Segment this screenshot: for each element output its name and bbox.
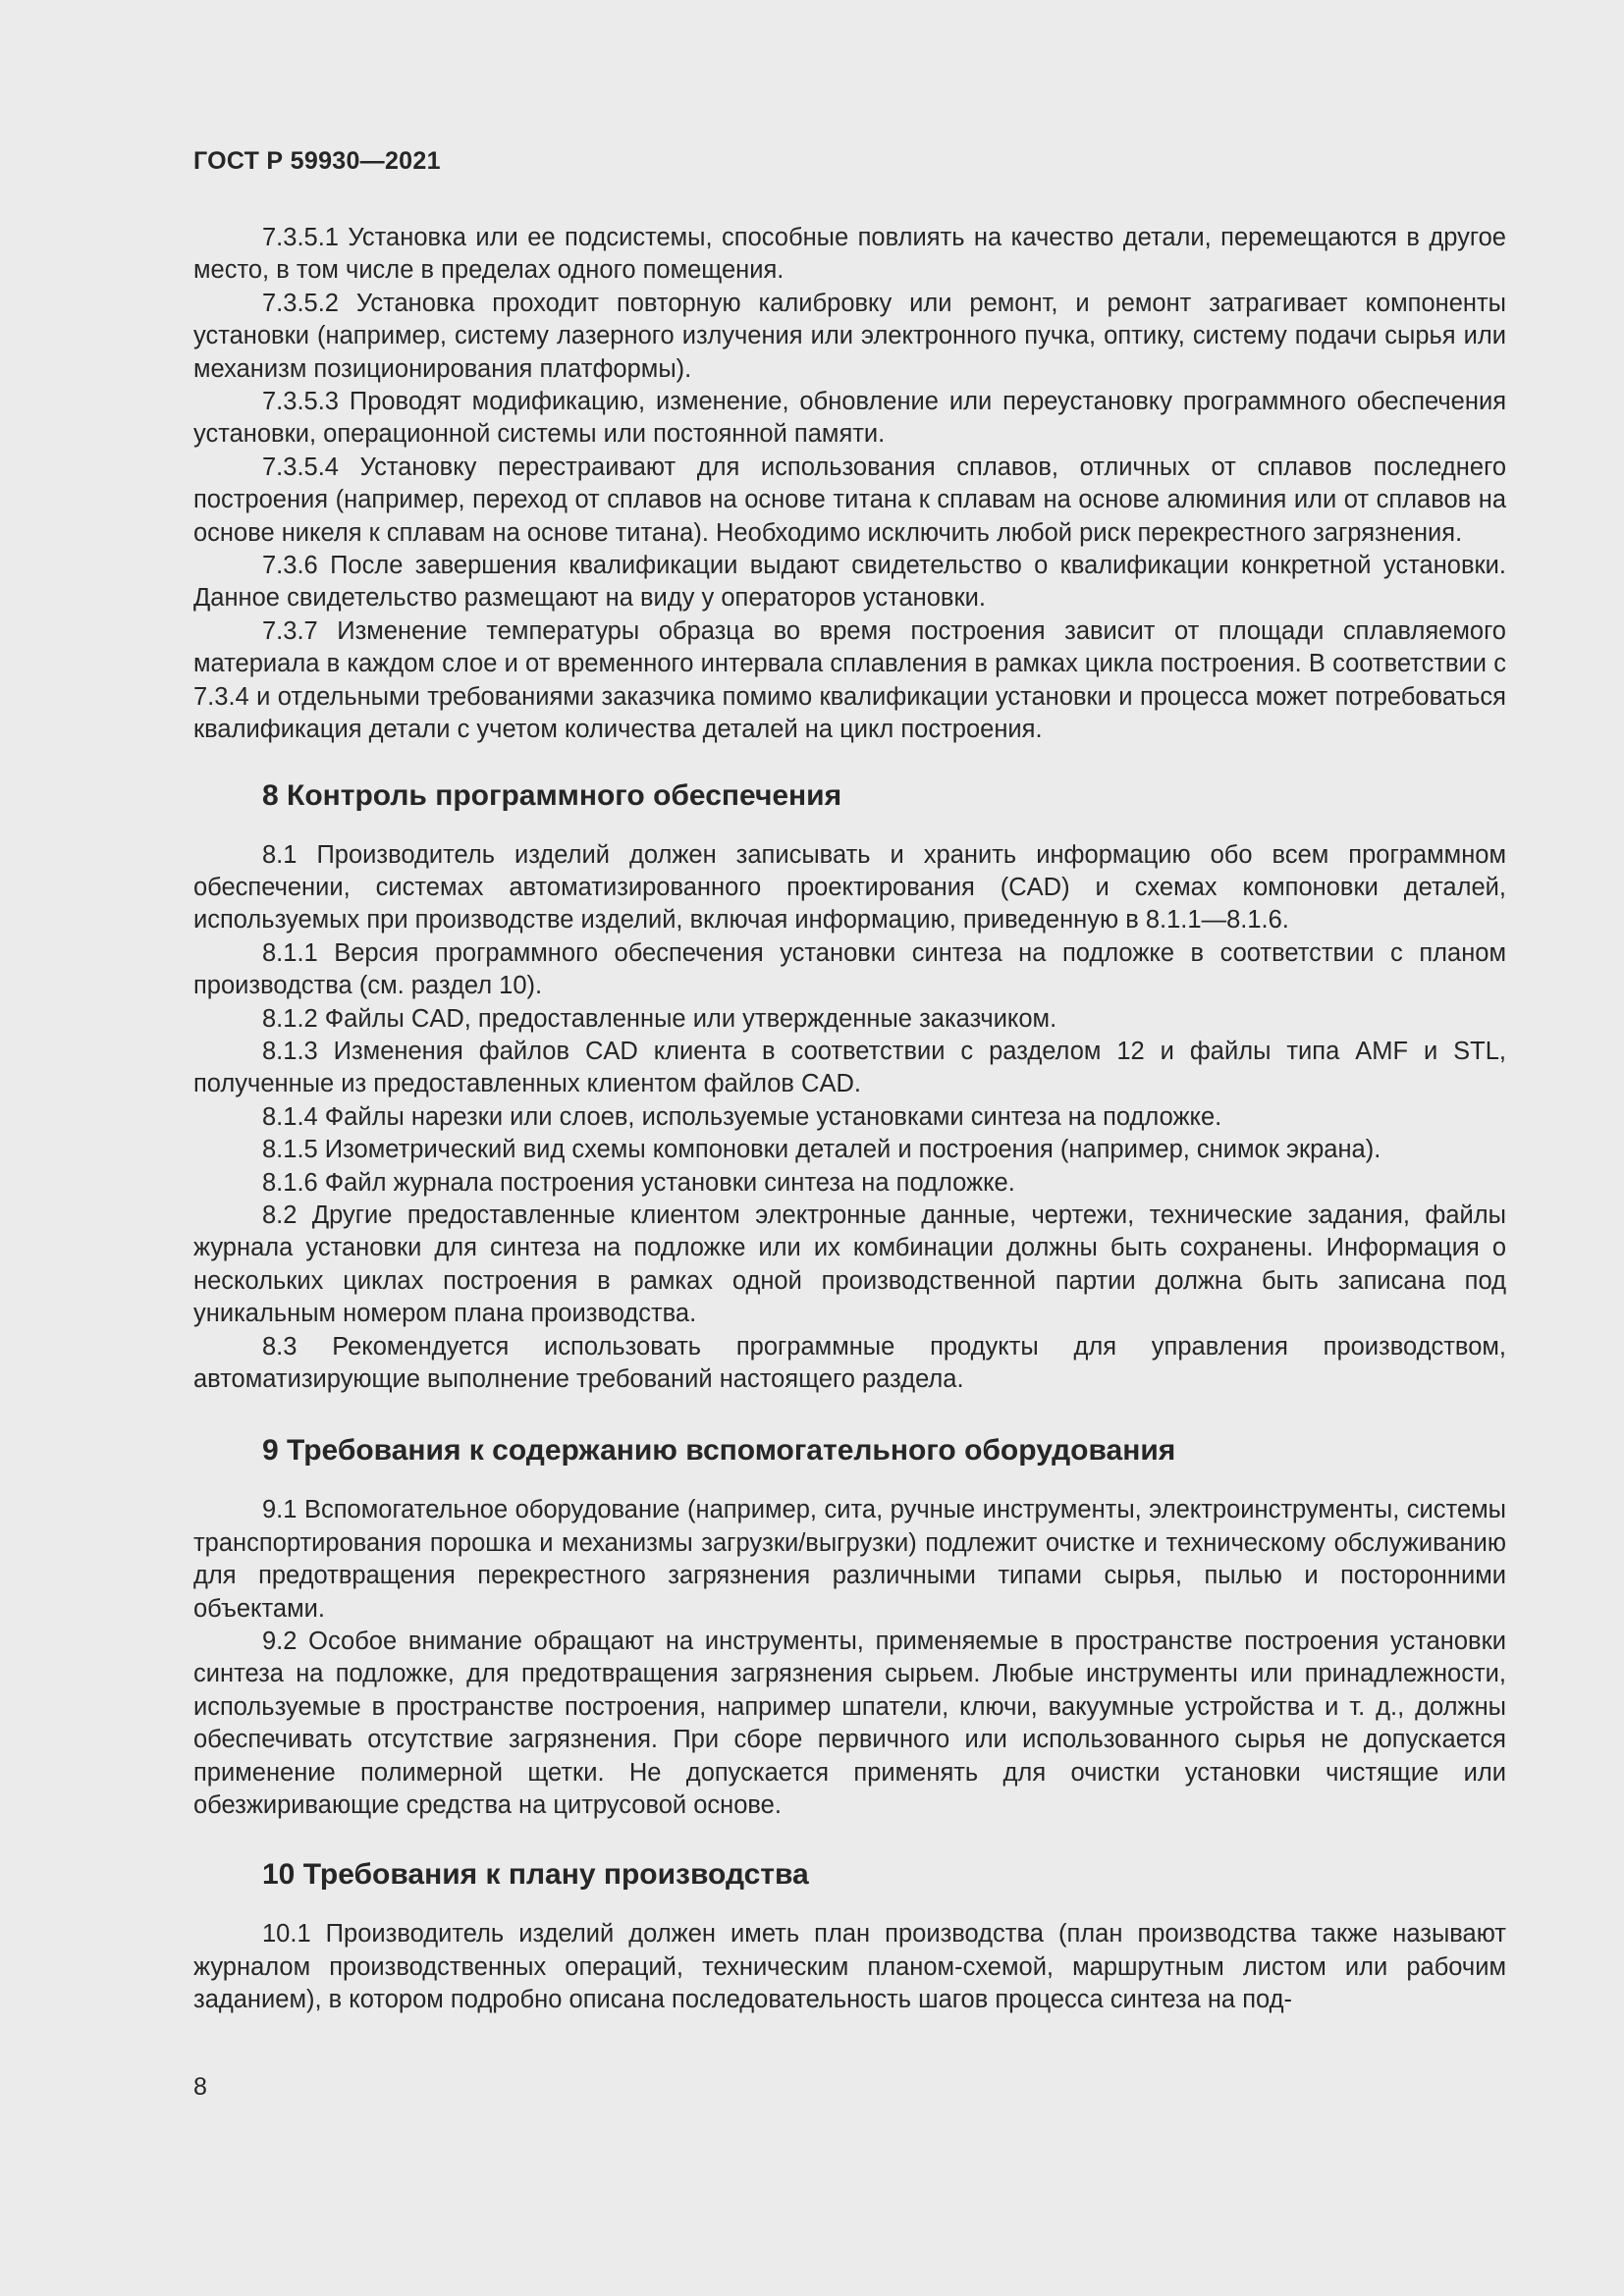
paragraph-7-3-5-3: 7.3.5.3 Проводят модификацию, изменение, обновление или переустановку программного обеспечения установки, операционной системы или постоянной памяти. [193, 388, 1506, 449]
page-number: 8 [193, 2073, 207, 2101]
paragraph-7-3-5-2: 7.3.5.2 Установка проходит повторную калибровку или ремонт, и ремонт затрагивает компоненты установки (например, систему лазерного излучения или электронного пучка, оптику, систему подачи сырья или механизм позиционирования платформы). [193, 289, 1506, 383]
paragraph-9-2: 9.2 Особое внимание обращают на инструменты, применяемые в пространстве построения установки синтеза на подложке, для предотвращения загрязнения сырьем. Любые инструменты или принадлежности, используемые в пространстве построения, например шпатели, ключи, вакуумные устройства и т. д., должны обеспечивать отсутствие загрязнения. При сборе первичного или использованного сырья не допускается применение полимерной щетки. Не допускается применять для очистки установки чистящие или обезжиривающие средства на цитрусовой основе. [193, 1628, 1506, 1820]
paragraph-7-3-5-1: 7.3.5.1 Установка или ее подсистемы, способные повлиять на качество детали, перемещаются в другое место, в том числе в пределах одного помещения. [193, 224, 1506, 285]
paragraph-7-3-5-4: 7.3.5.4 Установку перестраивают для использования сплавов, отличных от сплавов последнего построения (например, переход от сплавов на основе титана к сплавам на основе алюминия или от сплавов на основе никеля к сплавам на основе титана). Необходимо исключить любой риск перекрестного загрязнения. [193, 453, 1506, 547]
paragraph-10-1: 10.1 Производитель изделий должен иметь план производства (план производства также называют журналом производственных операций, техническим планом-схемой, маршрутным листом или рабочим заданием), в котором подробно описана последовательность шагов процесса синтеза на под- [193, 1920, 1506, 2014]
paragraph-8-1-1: 8.1.1 Версия программного обеспечения установки синтеза на подложке в соответствии с планом производства (см. раздел 10). [193, 938, 1506, 1000]
document-header: ГОСТ Р 59930—2021 [193, 147, 441, 175]
paragraph-8-1-4: 8.1.4 Файлы нарезки или слоев, используемые установками синтеза на подложке. [262, 1102, 1222, 1131]
paragraph-8-3: 8.3 Рекомендуется использовать программные продукты для управления производством, автоматизирующие выполнение требований настоящего раздела. [193, 1332, 1506, 1393]
paragraph-8-1-3: 8.1.3 Изменения файлов CAD клиента в соответствии с разделом 12 и файлы типа AMF и STL, полученные из предоставленных клиентом файлов CAD. [193, 1037, 1506, 1098]
paragraph-8-1-6: 8.1.6 Файл журнала построения установки синтеза на подложке. [262, 1168, 1015, 1197]
paragraph-8-1-2: 8.1.2 Файлы CAD, предоставленные или утвержденные заказчиком. [262, 1004, 1057, 1033]
paragraph-8-1-5: 8.1.5 Изометрический вид схемы компоновки деталей и построения (например, снимок экрана). [262, 1136, 1381, 1164]
section-10-heading: 10 Требования к плану производства [262, 1858, 809, 1892]
paragraph-7-3-7: 7.3.7 Изменение температуры образца во время построения зависит от площади сплавляемого материала в каждом слое и от временного интервала сплавления в рамках цикла построения. В соответствии с 7.3.4 и отдельными требованиями заказчика помимо квалификации установки и процесса может потребоваться квалификация детали с учетом количества деталей на цикл построения. [193, 616, 1506, 744]
paragraph-8-2: 8.2 Другие предоставленные клиентом электронные данные, чертежи, технические задания, файлы журнала установки для синтеза на подложке или их комбинации должны быть сохранены. Информация о нескольких циклах построения в рамках одной производственной партии должна быть записана под уникальным номером плана производства. [193, 1201, 1506, 1328]
paragraph-8-1: 8.1 Производитель изделий должен записывать и хранить информацию обо всем программном обеспечении, системах автоматизированного проектирования (CAD) и схемах компоновки деталей, используемых при производстве изделий, включая информацию, приведенную в 8.1.1—8.1.6. [193, 840, 1506, 934]
section-9-heading: 9 Требования к содержанию вспомогательного оборудования [262, 1434, 1176, 1468]
document-body [193, 222, 1506, 2017]
paragraph-7-3-6: 7.3.6 После завершения квалификации выдают свидетельство о квалификации конкретной установки. Данное свидетельство размещают на виду у операторов установки. [193, 552, 1506, 613]
paragraph-9-1: 9.1 Вспомогательное оборудование (например, сита, ручные инструменты, электроинструменты, системы транспортирования порошка и механизмы загрузки/выгрузки) подлежит очистке и техническому обслуживанию для предотвращения перекрестного загрязнения различными типами сырья, пылью и посторонними объектами. [193, 1496, 1506, 1623]
section-8-heading: 8 Контроль программного обеспечения [262, 778, 842, 812]
